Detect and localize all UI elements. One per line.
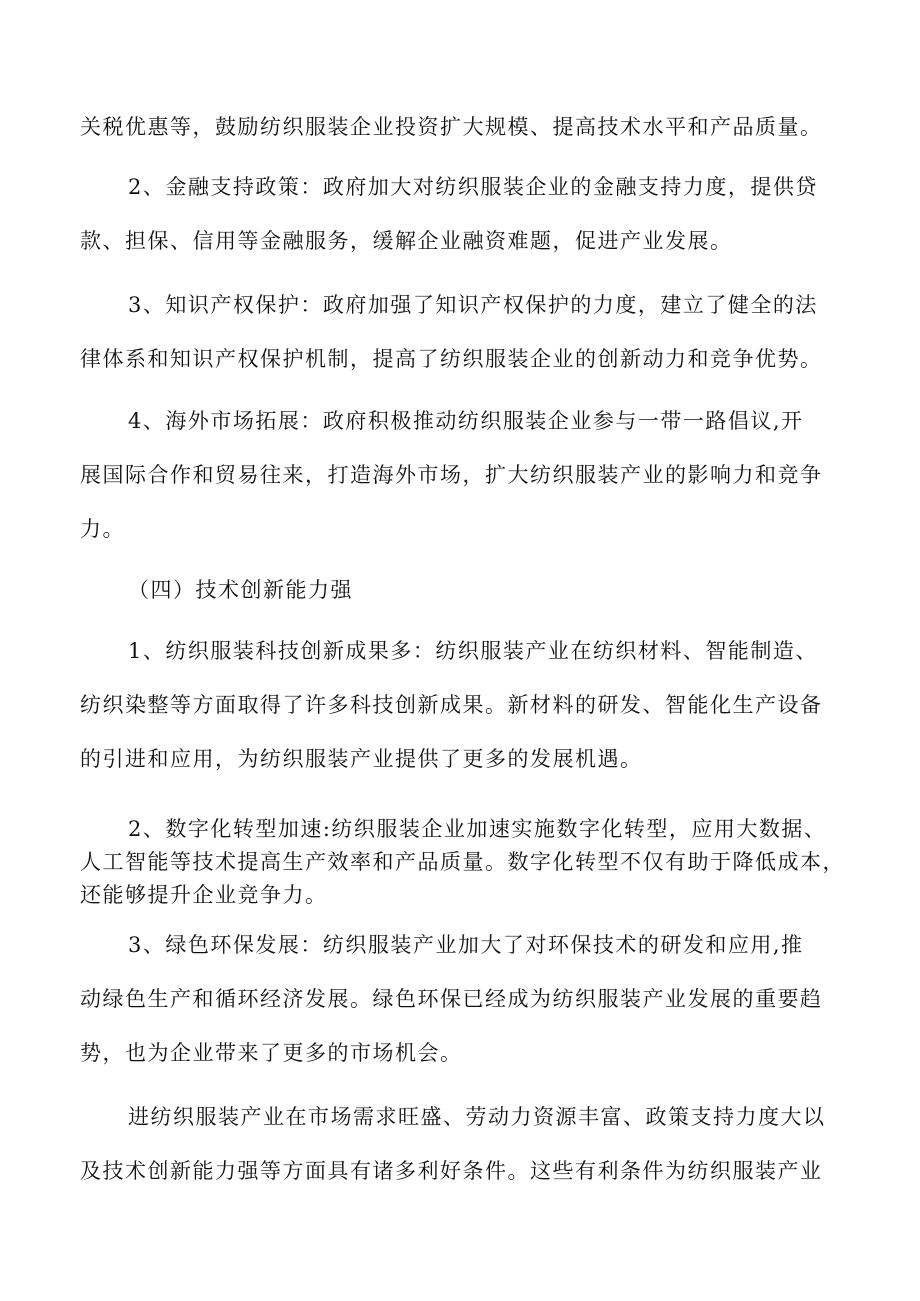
paragraph-green-development xyxy=(80,930,842,1070)
section-heading: （四）技术创新能力强 xyxy=(128,578,353,602)
paragraph-financial-support xyxy=(80,172,842,264)
text-line: 纺织染整等方面取得了许多科技创新成果。新材料的研发、智能化生产设备 xyxy=(80,693,823,717)
text-line: 律体系和知识产权保护机制，提高了纺织服装企业的创新动力和竞争优势。 xyxy=(80,347,823,371)
text-line: 3、知识产权保护：政府加强了知识产权保护的力度，建立了健全的法 xyxy=(128,293,818,317)
paragraph-ip-protection xyxy=(80,290,842,382)
text-line: 的引进和应用，为纺织服装产业提供了更多的发展机遇。 xyxy=(80,747,643,771)
text-line: 展国际合作和贸易往来，打造海外市场，扩大纺织服装产业的影响力和竞争 xyxy=(80,463,823,487)
paragraph-summary xyxy=(80,1102,842,1194)
paragraph-overseas-market xyxy=(80,406,842,546)
text-line: 2、数字化转型加速:纺织服装企业加速实施数字化转型，应用大数据、 xyxy=(128,817,827,841)
text-line: 关税优惠等，鼓励纺织服装企业投资扩大规模、提高技术水平和产品质量。 xyxy=(80,115,823,139)
text-line: 人工智能等技术提高生产效率和产品质量。数字化转型不仅有助于降低成本， xyxy=(80,850,845,874)
text-line: 力。 xyxy=(80,517,125,541)
text-line: 3、绿色环保发展：纺织服装产业加大了对环保技术的研发和应用,推 xyxy=(128,933,804,957)
text-line: 1、纺织服装科技创新成果多：纺织服装产业在纺织材料、智能制造、 xyxy=(128,639,818,663)
text-line: 还能够提升企业竞争力。 xyxy=(80,883,328,907)
paragraph-digital-transformation xyxy=(80,814,845,914)
paragraph-tech-innovation xyxy=(80,636,842,776)
text-line: 及技术创新能力强等方面具有诸多利好条件。这些有利条件为纺织服装产业 xyxy=(80,1159,823,1183)
text-line: 4、海外市场拓展：政府积极推动纺织服装企业参与一带一路倡议,开 xyxy=(128,409,804,433)
text-line: 款、担保、信用等金融服务，缓解企业融资难题，促进产业发展。 xyxy=(80,229,733,253)
text-line: 动绿色生产和循环经济发展。绿色环保已经成为纺织服装产业发展的重要趋 xyxy=(80,987,823,1011)
text-line: 进纺织服装产业在市场需求旺盛、劳动力资源丰富、政策支持力度大以 xyxy=(128,1105,826,1129)
text-line: 2、金融支持政策：政府加大对纺织服装企业的金融支持力度，提供贷 xyxy=(128,175,818,199)
paragraph-tax-incentives xyxy=(80,112,842,142)
text-line: 势，也为企业带来了更多的市场机会。 xyxy=(80,1041,463,1065)
